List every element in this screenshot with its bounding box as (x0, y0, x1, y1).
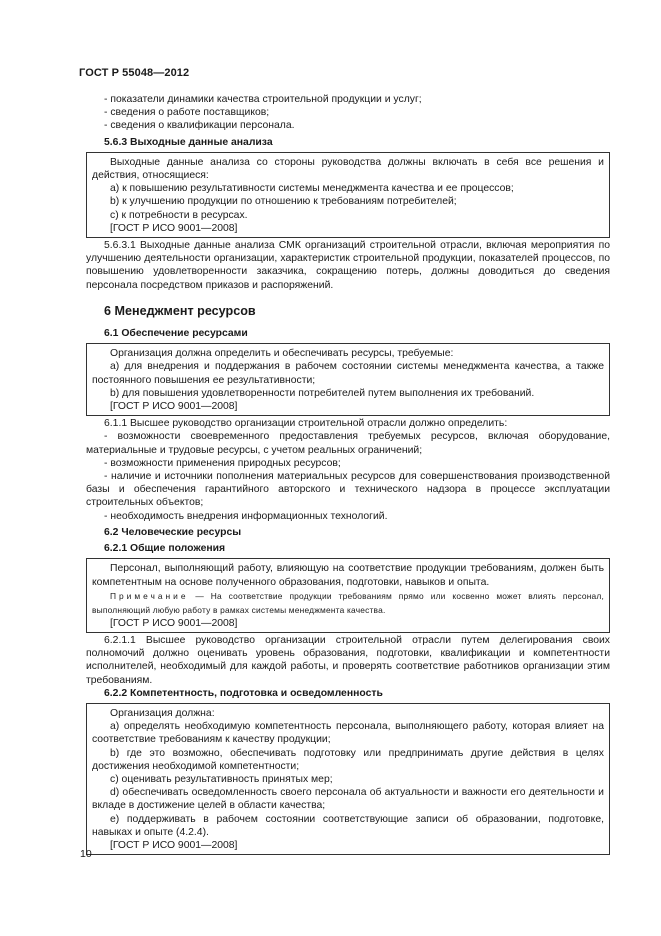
page-number: 10 (80, 848, 92, 860)
note (92, 589, 604, 617)
list-item: - показатели динамики качества строительной продукции и услуг; (104, 94, 422, 105)
box-line: d) обеспечивать осведомленность своего персонала об актуальности и важности его деятельности и вкладе в достижение целей в области качества; (92, 787, 604, 812)
section-6-title: 6 Менеджмент ресурсов (104, 303, 256, 318)
standard-reference: [ГОСТ Р ИСО 9001—2008] (110, 839, 238, 851)
box-line: c) оценивать результативность принятых мер; (110, 773, 333, 785)
box-line: c) к потребности в ресурсах. (110, 209, 248, 221)
quote-box-6-1 (86, 343, 610, 416)
heading-6-2: 6.2 Человеческие ресурсы (104, 526, 242, 538)
box-line: a) для внедрения и поддержания в рабочем состоянии системы менеджмента качества, а также постоянного повышения ее результативности; (92, 361, 604, 386)
heading-6-2-1: 6.2.1 Общие положения (104, 543, 226, 555)
quote-box-6-2-2 (86, 703, 610, 855)
box-line: a) к повышению результативности системы менеджмента качества и ее процессов; (110, 183, 514, 195)
list-item: - наличие и источники пополнения материальных ресурсов для совершенствования производственной базы и обеспечения гарантийного авторского и технического надзора в процессе эксплуатации строительных объектов; (86, 471, 610, 509)
list-item: - возможности своевременного предоставления требуемых ресурсов, включая оборудование, материальные и трудовые ресурсы, с учетом реальных ограничений; (86, 431, 610, 456)
box-line: b) где это возможно, обеспечивать подготовку или предпринимать другие действия в целях достижения необходимой компетентности; (92, 747, 604, 772)
standard-reference: [ГОСТ Р ИСО 9001—2008] (110, 617, 238, 629)
page-header: ГОСТ Р 55048—2012 (79, 67, 190, 79)
box-line: b) к улучшению продукции по отношению к требованиям потребителей; (110, 196, 457, 208)
note-label: Примечание (110, 590, 189, 601)
standard-reference: [ГОСТ Р ИСО 9001—2008] (110, 401, 238, 413)
standard-reference: [ГОСТ Р ИСО 9001—2008] (110, 222, 238, 234)
note-text: — На соответствие продукции требованиям прямо или косвенно может влиять персонал, выполняющий любую работу в рамках системы менеджмента качества. (92, 590, 604, 615)
quote-box-5-6-3 (86, 152, 610, 238)
box-line: Организация должна: (110, 707, 215, 719)
heading-5-6-3: 5.6.3 Выходные данные анализа (104, 136, 273, 148)
paragraph-6-2-1-1: 6.2.1.1 Высшее руководство организации строительной отрасли путем делегирования своих полномочий должно оценивать уровень образования, подготовки, квалификации и компетентности исполнителей, необходимый для каждой работы, и проверять соответствие работников организации этим требованиям. (86, 634, 610, 686)
quote-box-6-2-1 (86, 558, 610, 633)
list-item: - сведения о квалификации персонала. (104, 120, 295, 132)
box-line: Организация должна определить и обеспечивать ресурсы, требуемые: (110, 348, 454, 360)
box-line: Выходные данные анализа со стороны руководства должны включать в себя все решения и действия, относящиеся: (92, 156, 604, 182)
box-line: b) для повышения удовлетворенности потребителей путем выполнения их требований. (110, 387, 535, 399)
list-item: - необходимость внедрения информационных технологий. (104, 510, 388, 522)
box-line: Персонал, выполняющий работу, влияющую на соответствие продукции требованиям, должен быть компетентным на основе полученного образования, подготовки, навыков и опыта. (92, 563, 604, 588)
heading-6-2-2: 6.2.2 Компетентность, подготовка и осведомленность (104, 687, 383, 699)
list-item: - сведения о работе поставщиков; (104, 107, 270, 119)
paragraph-5-6-3-1: 5.6.3.1 Выходные данные анализа СМК организаций строительной отрасли, включая мероприятия по улучшению деятельности организации, характеристик строительной продукции, показателей процессов, по повышению удовлетворенности заказчика, сокращению потерь, должны доводиться до сведения персонала посредством приказов и распоряжений. (86, 240, 610, 291)
page-content (86, 93, 610, 856)
list-item: - возможности применения природных ресурсов; (104, 457, 341, 469)
paragraph-6-1-1: 6.1.1 Высшее руководство организации строительной отрасли должно определить: (104, 418, 508, 430)
heading-6-1: 6.1 Обеспечение ресурсами (104, 328, 248, 340)
box-line: a) определять необходимую компетентность персонала, выполняющего работу, которая влияет на соответствие требованиям к качеству продукции; (92, 721, 604, 746)
box-line: e) поддерживать в рабочем состоянии соответствующие записи об образовании, подготовке, навыках и опыте (4.2.4). (92, 813, 604, 838)
